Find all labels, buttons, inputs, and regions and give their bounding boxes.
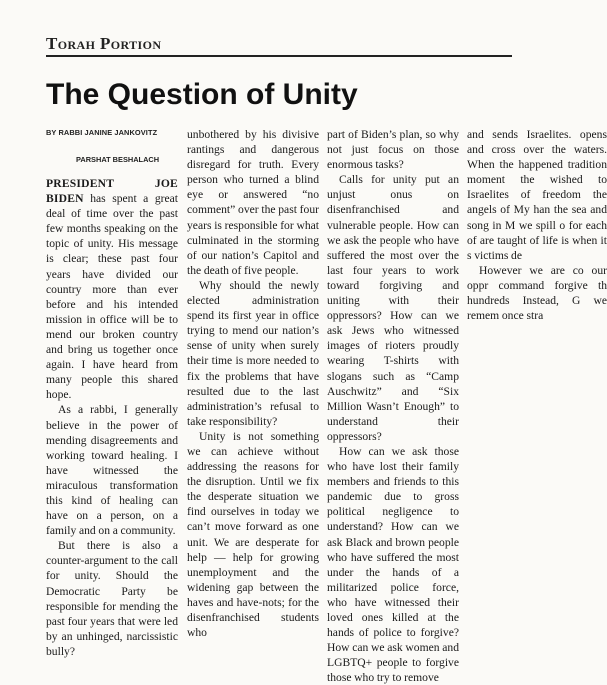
paragraph: Calls for unity put an unjust onus on disenfranchised and vulnerable people. How can we ask the people who have suffered the most over the last four years to work toward forgiving and uniting with their oppressors? How can we ask Jews who witnessed images of rioters proudly wearing T-shirts with slogans such as “Camp Auschwitz” and “Six Million Wasn’t Enough” to understand their oppressors? [327, 173, 459, 443]
byline: BY RABBI JANINE JANKOVITZ [46, 128, 158, 137]
paragraph: How can we ask those who have lost their family members and friends to this pandemic due to gross political negligence to understand? How can we ask Black and brown people who have suffered the most under the hands of a militarized police force, who have witnessed their loved ones killed at the hands of police to forgive? How can we ask women and LGBTQ+ people to forgive those who try to remove [327, 444, 459, 685]
column-1 [46, 176, 178, 659]
paragraph: But there is also a counter-argument to the call for unity. Should the Democratic Party be responsible for mending the past four years that were led by an unhinged, narcissistic bully? [46, 539, 178, 658]
paragraph: However we are co our oppr command forgive th hundreds Instead, G we remem once stra [467, 263, 607, 323]
paragraph: Unity is not something we can achieve without addressing the reasons for the disruption. Until we fix the desperate situation we find ourselves in today we can’t move forward as one unit. We are desperate for help — help for growing unemployment and the widening gap between the haves and have-nots; for the disenfranchised students who [187, 429, 319, 640]
paragraph: unbothered by his divisive rantings and dangerous disregard for truth. Every person who turned a blind eye or answered “no comment” over the past four years is responsible for what culminated in the storming of our nation’s Capitol and the death of five people. [187, 128, 319, 277]
paragraph [46, 176, 178, 402]
parsha-subhead: PARSHAT BESHALACH [76, 155, 160, 164]
lead-in: PRESIDENT JOE BIDEN [46, 177, 178, 206]
paragraph: part of Biden’s plan, so why not just focus on those enormous tasks? [327, 128, 459, 172]
paragraph: and sends Israelites. opens and cross over the waters. When the happened tradition moment the wished to Israelites of freedom the angels of My han the sea and song in M we spill o for each of are taught of life is when it s victims de [467, 128, 607, 262]
column-3 [327, 127, 459, 685]
article-headline: The Question of Unity [46, 78, 358, 111]
paragraph: Why should the newly elected administration spend its first year in office trying to mend our nation’s sense of unity when surely their time is more needed to fix the problems that have resulted due to the last administration’s refusal to take responsibility? [187, 278, 319, 428]
paragraph: As a rabbi, I generally believe in the power of mending disagreements and working toward healing. I have witnessed the miraculous transformation this kind of healing can have on a person, on a family and on a community. [46, 403, 178, 538]
column-2 [187, 127, 319, 640]
paragraph-text: has spent a great deal of time over the past few months speaking on the topic of unity. His message is clear; these past four years have divided our country more than ever before and his intended mission in office will be to mend our broken country and bring us together once again. I have heard from many people this shared hope. [46, 192, 178, 402]
column-4 [467, 127, 607, 323]
section-label: Torah Portion [46, 34, 162, 53]
